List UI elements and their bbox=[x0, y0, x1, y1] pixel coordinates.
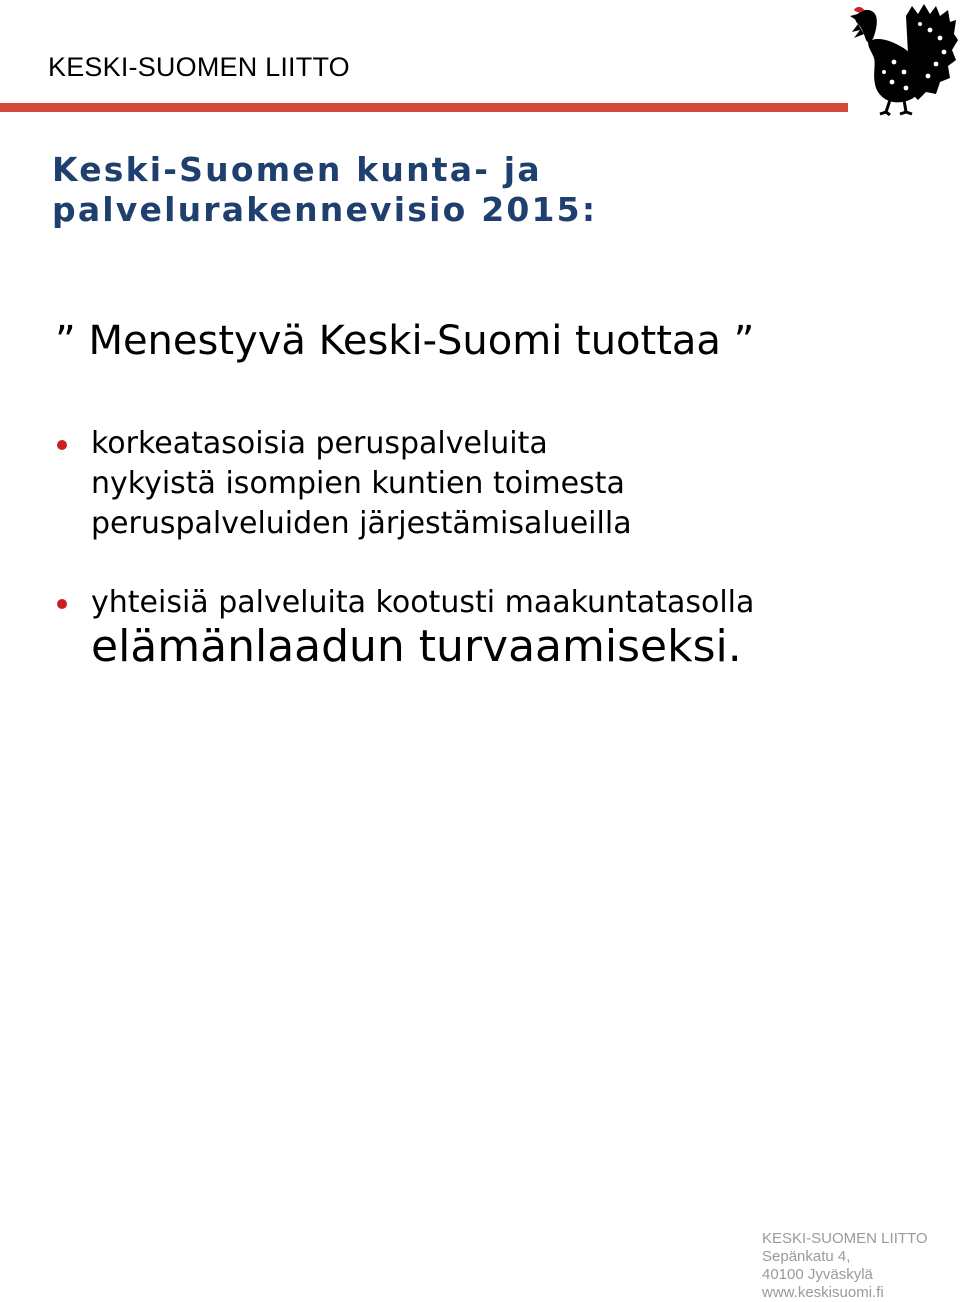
vision-quote: ” Menestyvä Keski-Suomi tuottaa ” bbox=[55, 318, 755, 364]
footer-website: www.keskisuomi.fi bbox=[762, 1284, 884, 1301]
footer-city: 40100 Jyväskylä bbox=[762, 1266, 873, 1283]
capercaillie-bird-icon bbox=[846, 2, 958, 116]
footer-org: KESKI-SUOMEN LIITTO bbox=[762, 1230, 928, 1247]
bullet-2-emphasis: elämänlaadun turvaamiseksi. bbox=[91, 621, 742, 672]
slide-title bbox=[52, 150, 597, 230]
organization-header: KESKI-SUOMEN LIITTO bbox=[48, 52, 350, 82]
footer-address bbox=[762, 1230, 928, 1302]
bullet-dot-icon bbox=[57, 440, 67, 450]
bullet-1-line-2: nykyistä isompien kuntien toimesta bbox=[91, 466, 625, 501]
header-divider bbox=[0, 103, 848, 112]
slide-title-line-2: palvelurakennevisio 2015: bbox=[52, 190, 598, 229]
slide-title-line-1: Keski-Suomen kunta- ja bbox=[52, 150, 542, 189]
footer-street: Sepänkatu 4, bbox=[762, 1248, 851, 1265]
bullet-1-line-1: korkeatasoisia peruspalveluita bbox=[91, 426, 548, 461]
bullet-dot-icon bbox=[57, 599, 67, 609]
bullet-2-line-1: yhteisiä palveluita kootusti maakuntatasolla bbox=[91, 585, 755, 620]
bullet-1-line-3: peruspalveluiden järjestämisalueilla bbox=[91, 506, 632, 541]
